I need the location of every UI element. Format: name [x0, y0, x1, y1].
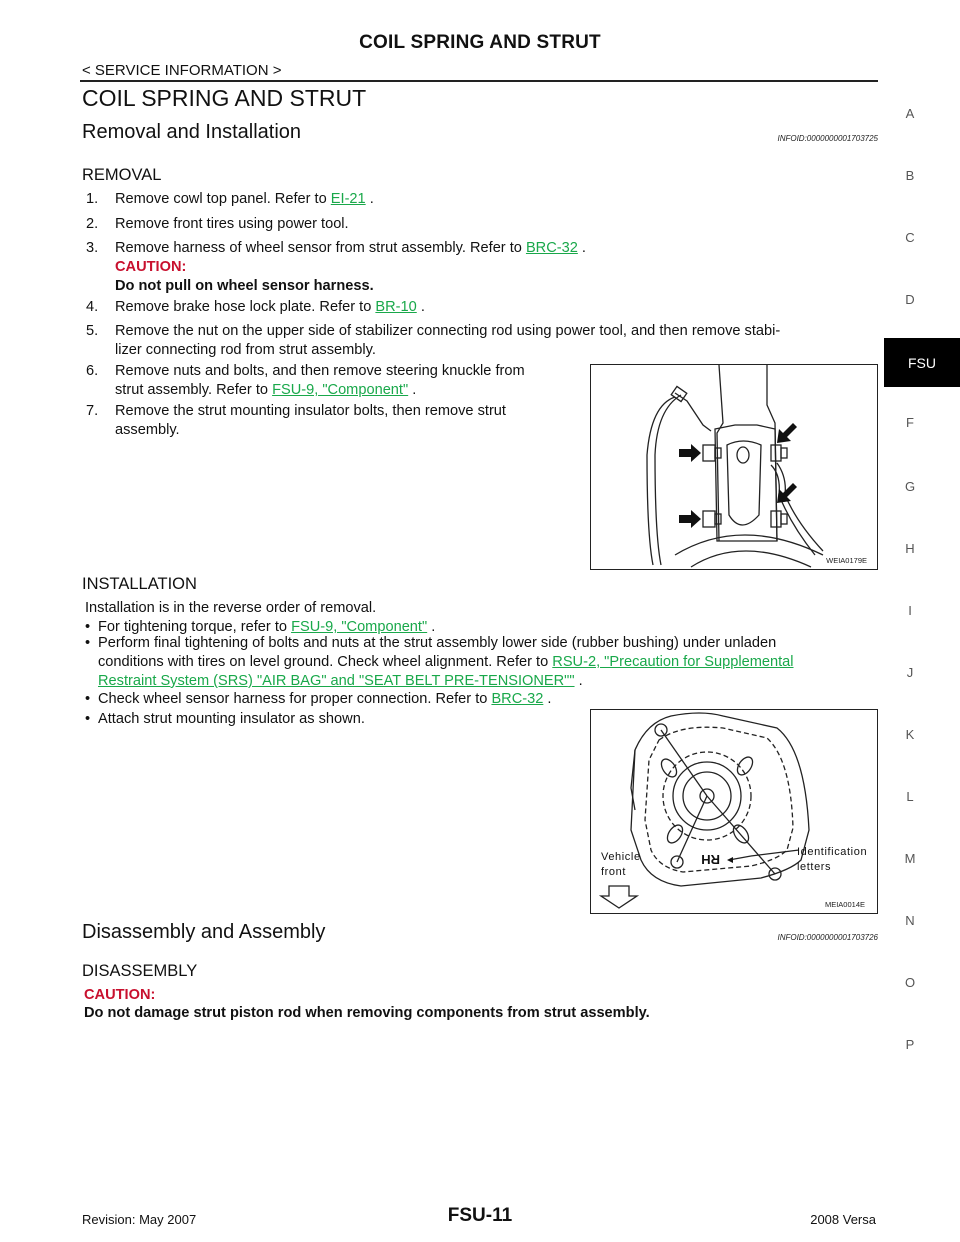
- strut-illustration: [591, 365, 877, 569]
- link-fsu-9-component-2[interactable]: FSU-9, "Component": [291, 619, 428, 635]
- removal-installation-heading: Removal and Installation: [82, 121, 302, 143]
- infoid-removal: INFOID:0000000001703725: [777, 134, 878, 143]
- link-brc-32-2[interactable]: BRC-32: [491, 691, 544, 707]
- removal-heading: REMOVAL: [82, 166, 162, 184]
- sidebar-letter-f[interactable]: F: [906, 415, 914, 430]
- sidebar-letter-a[interactable]: A: [905, 106, 915, 121]
- label-identification-letters: Identification letters: [797, 846, 868, 873]
- installation-intro: Installation is in the reverse order of removal.: [85, 600, 377, 616]
- sidebar-letter-i[interactable]: I: [908, 603, 912, 618]
- sidebar-letter-l[interactable]: L: [906, 789, 914, 804]
- installation-bullet-4: • Attach strut mounting insulator as shown.: [85, 711, 365, 727]
- link-ei-21[interactable]: EI-21: [330, 191, 366, 207]
- section-title: COIL SPRING AND STRUT: [82, 85, 367, 111]
- removal-step-4: 4. Remove brake hose lock plate. Refer to BR-10 .: [86, 299, 425, 315]
- sidebar-letter-p[interactable]: P: [905, 1037, 915, 1052]
- header-rule: [80, 80, 878, 82]
- rh-mark: RH: [701, 852, 720, 867]
- installation-bullet-1: • For tightening torque, refer to FSU-9, "Component" .: [85, 619, 436, 635]
- caution-label: CAUTION:: [115, 259, 187, 275]
- footer-model: 2008 Versa: [810, 1212, 876, 1227]
- label-vehicle-front: Vehicle front: [601, 851, 641, 878]
- disassembly-caution-label: CAUTION:: [84, 987, 156, 1003]
- sidebar-letter-o[interactable]: O: [904, 975, 916, 990]
- link-brc-32[interactable]: BRC-32: [525, 240, 578, 256]
- footer-page-number: FSU-11: [447, 1205, 513, 1226]
- sidebar-letter-b[interactable]: B: [905, 168, 915, 183]
- footer-revision: Revision: May 2007: [82, 1212, 197, 1227]
- insulator-figure: [590, 709, 878, 914]
- sidebar-tab-fsu[interactable]: FSU: [884, 338, 960, 387]
- link-fsu-9-component[interactable]: FSU-9, "Component": [272, 382, 409, 398]
- caution-text: Do not pull on wheel sensor harness.: [115, 278, 374, 294]
- removal-step-3: 3. Remove harness of wheel sensor from strut assembly. Refer to BRC-32 . CAUTION: Do not pull on wheel sensor harness.: [86, 239, 876, 296]
- removal-step-5: 5. Remove the nut on the upper side of stabilizer connecting rod using power tool, and then remove stabi- lizer connecting rod from strut assembly.: [86, 323, 781, 358]
- sidebar-letter-j[interactable]: J: [906, 665, 914, 680]
- removal-step-7: 7. Remove the strut mounting insulator bolts, then remove strut assembly.: [86, 403, 506, 438]
- link-br-10[interactable]: BR-10: [375, 299, 417, 315]
- strut-figure-code: WEIA0179E: [826, 556, 867, 565]
- insulator-illustration: [591, 710, 877, 913]
- sidebar-letter-k[interactable]: K: [905, 727, 915, 742]
- link-rsu-2-precaution[interactable]: RSU-2, "Precaution for Supplemental: [552, 654, 794, 670]
- removal-step-6: 6. Remove nuts and bolts, and then remove steering knuckle from strut assembly. Refer to FSU-9, "Component" .: [86, 363, 525, 398]
- disassembly-caution-text: Do not damage strut piston rod when removing components from strut assembly.: [84, 1005, 650, 1021]
- page-header-title: COIL SPRING AND STRUT: [359, 32, 601, 53]
- sidebar-letter-m[interactable]: M: [904, 851, 916, 866]
- sidebar-letter-g[interactable]: G: [904, 479, 916, 494]
- disassembly-heading: Disassembly and Assembly: [82, 921, 326, 943]
- sidebar-letter-h[interactable]: H: [905, 541, 915, 556]
- installation-bullet-3: • Check wheel sensor harness for proper connection. Refer to BRC-32 .: [85, 691, 552, 707]
- sidebar-letter-d[interactable]: D: [905, 292, 915, 307]
- installation-bullet-2: • Perform final tightening of bolts and nuts at the strut assembly lower side (rubber bushing) under unladen conditions with tires on level ground. Check wheel alignment. Refer to RSU-2, "Precaution for Supplemental Restraint System (SRS) "AIR BAG" and "SEAT BELT PRE-TENSIONER"" .: [85, 635, 794, 689]
- installation-heading: INSTALLATION: [82, 575, 197, 593]
- removal-step-1: 1. Remove cowl top panel. Refer to EI-21 .: [86, 191, 374, 207]
- removal-step-2: 2. Remove front tires using power tool.: [86, 216, 349, 232]
- sidebar-letter-c[interactable]: C: [905, 230, 915, 245]
- sidebar-letter-n[interactable]: N: [905, 913, 915, 928]
- link-rsu-2-precaution-cont[interactable]: Restraint System (SRS) "AIR BAG" and "SEAT BELT PRE-TENSIONER"": [98, 673, 575, 689]
- insulator-figure-code: MEIA0014E: [824, 900, 865, 909]
- disassembly-subheading: DISASSEMBLY: [82, 962, 198, 980]
- strut-figure: [590, 364, 878, 570]
- infoid-disassembly: INFOID:0000000001703726: [777, 933, 878, 942]
- breadcrumb: < SERVICE INFORMATION >: [82, 62, 282, 79]
